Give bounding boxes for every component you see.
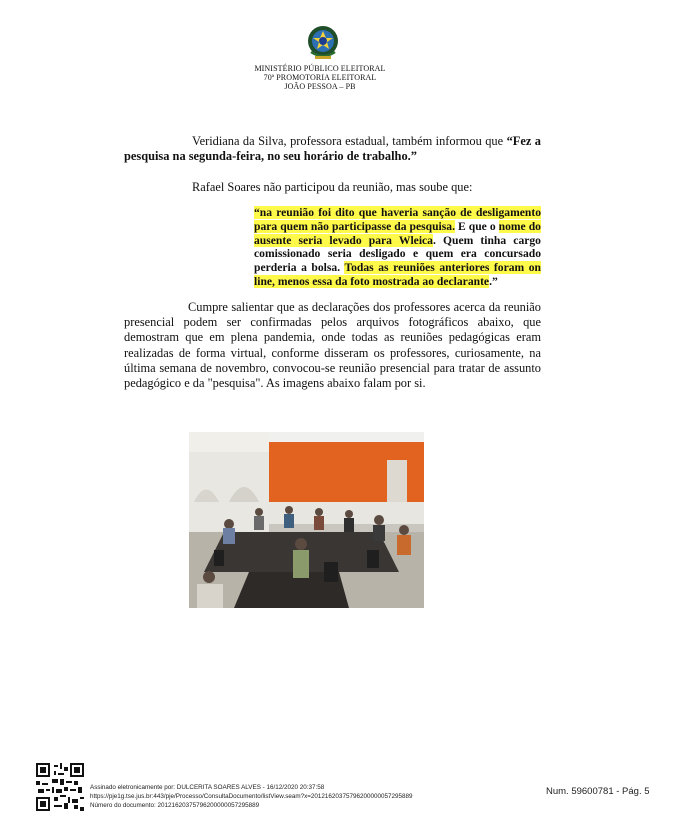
quote-highlight-3: Todas as reuniões anteriores foram on line, menos essa da foto mostrada ao declarante xyxy=(254,261,541,288)
footer-document-number: Número do documento: 20121620375796200000057295889 xyxy=(90,802,260,809)
quote-text-2: E que o xyxy=(454,219,499,233)
paragraph-veridiana-text: Veridiana da Silva, professora estadual, também informou que xyxy=(192,134,507,148)
quote-text-4: . Quem tinha cargo comissionado seria desligado e quem era concursado perderia a bolsa. xyxy=(254,233,541,275)
paragraph-veridiana xyxy=(124,134,541,164)
quote-text-6: .” xyxy=(489,274,498,288)
qr-code xyxy=(36,763,84,811)
block-quote xyxy=(254,206,541,289)
header-line-promotoria: 70ª PROMOTORIA ELEITORAL xyxy=(263,73,377,82)
quote-highlight-1: “na reunião foi dito que haveria sanção de desligamento para quem não participasse da pesquisa. xyxy=(254,206,541,233)
paragraph-cumpre: Cumpre salientar que as declarações dos professores acerca da reunião presencial podem ser confirmadas pelos arquivos fotográficos abaixo, que demostram que em plena pandemia, onde todas as reuniões pedagógicas eram realizadas de forma virtual, conforme disseram os professores, curiosamente, na última semana de novembro, convocou-se reunião presencial para tratar de assunto pedagógico e da "pesquisa". As imagens abaixo falam por si. xyxy=(124,300,541,391)
meeting-photo xyxy=(189,432,424,608)
header-line-city: JOÃO PESSOA – PB xyxy=(284,82,356,91)
quote-highlight-2: nome do ausente seria levado para Wleica xyxy=(254,219,541,247)
paragraph-rafael: Rafael Soares não participou da reunião, mas soube que: xyxy=(192,180,473,194)
paragraph-veridiana-quote: “Fez a pesquisa na segunda-feira, no seu horário de trabalho.” xyxy=(124,134,541,164)
footer-signature: Assinado eletronicamente por: DULCERITA SOARES ALVES - 16/12/2020 20:37:58 xyxy=(90,784,325,791)
page-reference: Num. 59600781 - Pág. 5 xyxy=(546,786,650,797)
footer-url[interactable]: https://pje1g.tse.jus.br:443/pje/Processo/ConsultaDocumento/listView.seam?x=20121620375796200000057295889 xyxy=(90,793,413,800)
header-line-ministry: MINISTÉRIO PÚBLICO ELEITORAL xyxy=(254,64,386,73)
coat-of-arms-seal xyxy=(305,24,341,62)
